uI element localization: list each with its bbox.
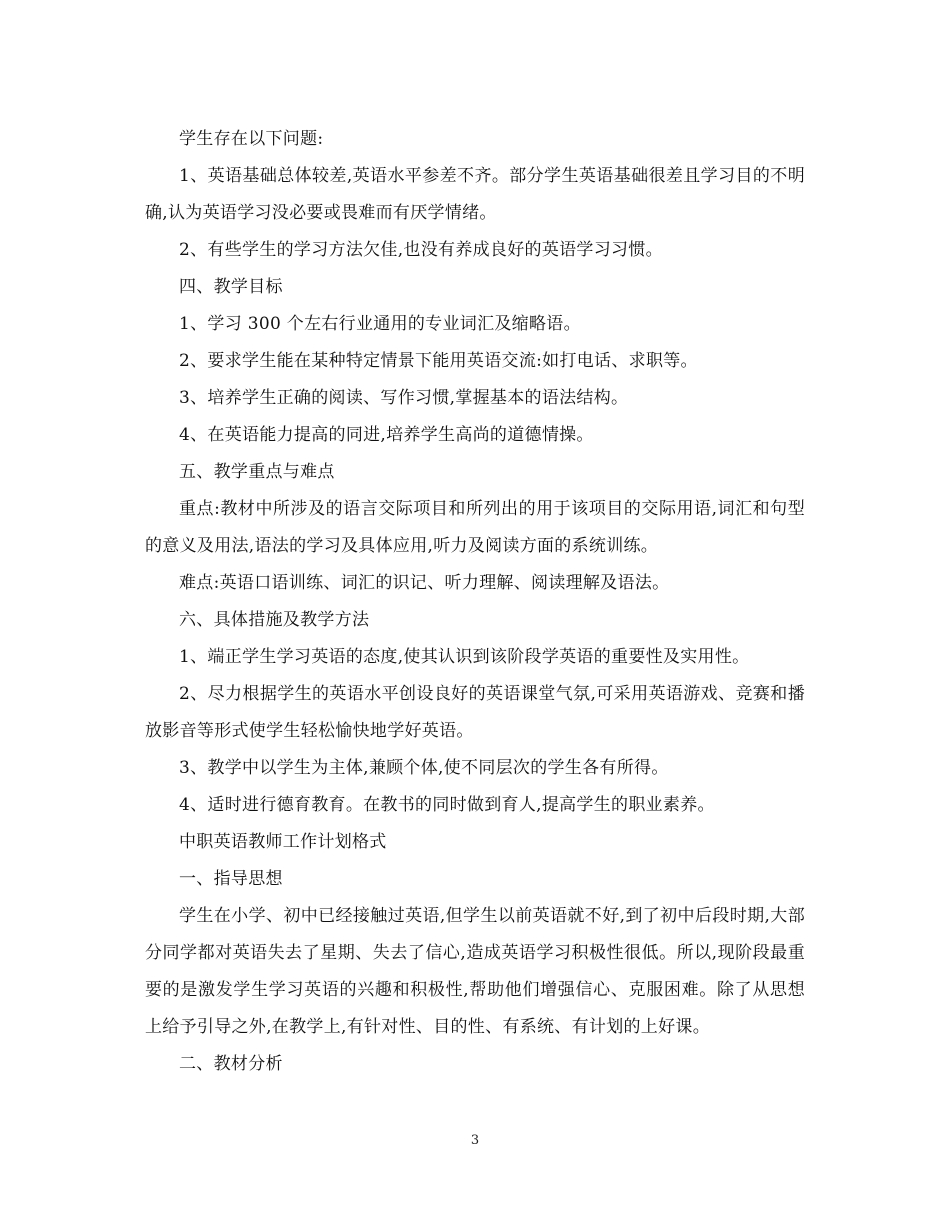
document-body xyxy=(145,121,805,1083)
heading-teaching-goals: 四、教学目标 xyxy=(179,277,283,297)
paragraph-goal-1: 1、学习 300 个左右行业通用的专业词汇及缩略语。 xyxy=(179,314,581,334)
paragraph-key-points: 重点:教材中所涉及的语言交际项目和所列出的用于该项目的交际用语,词汇和句型的意义及用法,语法的学习及具体应用,听力及阅读方面的系统训练。 xyxy=(145,499,805,556)
paragraph-guiding-ideology: 学生在小学、初中已经接触过英语,但学生以前英语就不好,到了初中后段时期,大部分同学都对英语失去了星期、失去了信心,造成英语学习积极性很低。所以,现阶段最重要的是激发学生学习英语的兴趣和积极性,帮助他们增强信心、克服困难。除了从思想上给予引导之外,在教学上,有针对性、目的性、有系统、有计划的上好课。 xyxy=(145,906,805,1037)
paragraph-measure-3: 3、教学中以学生为主体,兼顾个体,使不同层次的学生各有所得。 xyxy=(179,758,669,778)
paragraph-problems-intro: 学生存在以下问题: xyxy=(179,129,324,149)
paragraph-problem-2: 2、有些学生的学习方法欠佳,也没有养成良好的英语学习习惯。 xyxy=(179,240,663,260)
paragraph-measure-1: 1、端正学生学习英语的态度,使其认识到该阶段学英语的重要性及实用性。 xyxy=(179,647,750,667)
paragraph-difficulties: 难点:英语口语训练、词汇的识记、听力理解、阅读理解及语法。 xyxy=(179,573,670,593)
paragraph-goal-4: 4、在英语能力提高的同进,培养学生高尚的道德情操。 xyxy=(179,425,594,445)
heading-key-points: 五、教学重点与难点 xyxy=(179,462,335,482)
page-number: 3 xyxy=(470,1133,480,1148)
heading-plan-format: 中职英语教师工作计划格式 xyxy=(179,832,387,852)
heading-guiding-ideology: 一、指导思想 xyxy=(179,869,283,889)
paragraph-measure-2: 2、尽力根据学生的英语水平创设良好的英语课堂气氛,可采用英语游戏、竞赛和播放影音等形式使学生轻松愉快地学好英语。 xyxy=(145,684,805,741)
heading-textbook-analysis: 二、教材分析 xyxy=(179,1054,283,1074)
heading-measures: 六、具体措施及教学方法 xyxy=(179,610,370,630)
paragraph-measure-4: 4、适时进行德育教育。在教书的同时做到育人,提高学生的职业素养。 xyxy=(179,795,715,815)
paragraph-goal-3: 3、培养学生正确的阅读、写作习惯,掌握基本的语法结构。 xyxy=(179,388,629,408)
paragraph-problem-1: 1、英语基础总体较差,英语水平参差不齐。部分学生英语基础很差且学习目的不明确,认为英语学习没必要或畏难而有厌学情绪。 xyxy=(145,166,805,223)
paragraph-goal-2: 2、要求学生能在某种特定情景下能用英语交流:如打电话、求职等。 xyxy=(179,351,698,371)
